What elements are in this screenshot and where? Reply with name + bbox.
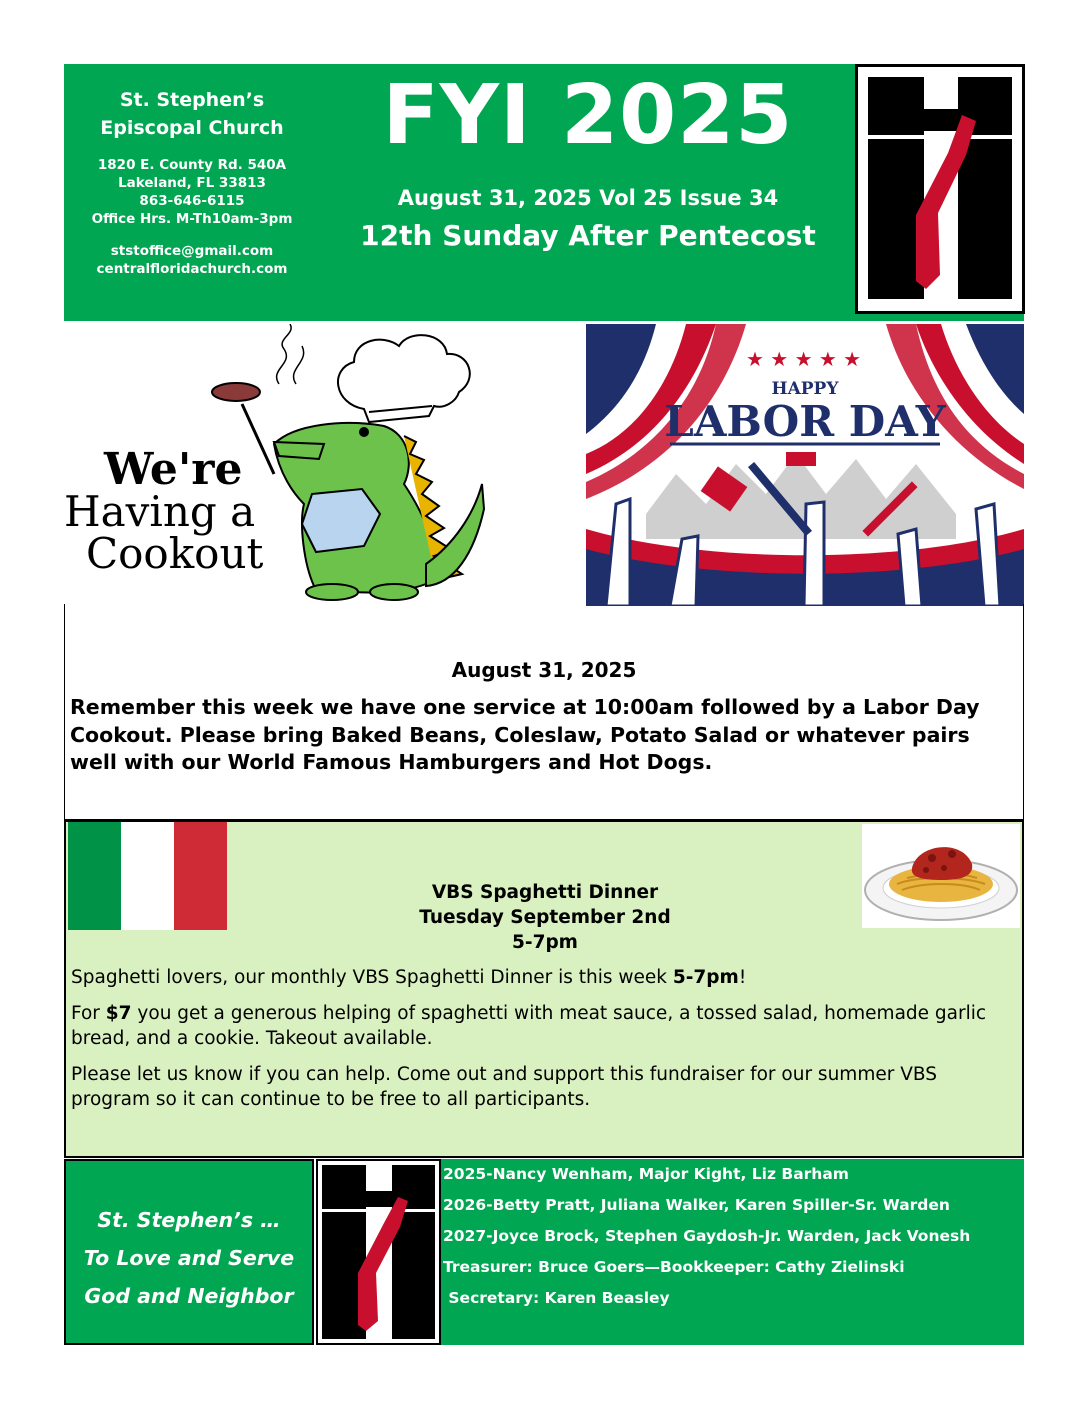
vestry-line: 2026-Betty Pratt, Juliana Walker, Karen Spiller-Sr. Warden [443,1196,950,1214]
vbs-heading [380,880,710,955]
vbs-paragraph-3: Please let us know if you can help. Come out and support this fundraiser for our summer VBS program so it can continue to be free to all participants. [71,1064,937,1110]
vbs-date: Tuesday September 2nd [419,907,671,928]
vestry-line: Secretary: Karen Beasley [443,1289,670,1307]
church-email[interactable]: ststoffice@gmail.com [110,243,274,259]
motto-line-1: St. Stephen’s … [97,1208,281,1232]
spaghetti-plate-illustration [862,824,1020,928]
vbs-paragraph-2: For $7 you get a generous helping of spaghetti with meat sauce, a tossed salad, homemade garlic bread, and a cookie. Takeout available. [71,1003,987,1049]
motto-box [64,1159,314,1345]
vbs-body [71,965,1021,1123]
svg-text:★ ★ ★ ★ ★: ★ ★ ★ ★ ★ [746,347,862,371]
cookout-line1: We're [104,444,243,495]
announcement-text: Remember this week we have one service at 10:00am followed by a Labor Day Cookout. Please bring Baked Beans, Coleslaw, Potato Salad or whatever pairs well with our World Famous Hamburgers and Hot Dogs. [70,695,980,774]
church-name: St. Stephen’s Episcopal Church [100,89,284,139]
motto-line-2: To Love and Serve [83,1246,295,1270]
masthead [320,70,856,254]
issue-line: August 31, 2025 Vol 25 Issue 34 [397,186,779,210]
church-website[interactable]: centralfloridachurch.com [96,261,288,277]
italian-flag [68,822,227,930]
vestry-line: Treasurer: Bruce Goers—Bookkeeper: Cathy Zielinski [443,1258,905,1276]
cookout-line3: Cookout [86,529,264,578]
announcement-date: August 31, 2025 [451,658,637,682]
cross-logo-icon [866,75,1014,303]
vestry-line: 2025-Nancy Wenham, Major Kight, Liz Barham [443,1165,849,1183]
church-phone: 863-646-6115 [139,193,245,209]
vestry-list [441,1159,1024,1345]
office-hours: Office Hrs. M-Th10am-3pm [91,211,293,227]
vbs-paragraph-1: Spaghetti lovers, our monthly VBS Spaghetti Dinner is this week 5-7pm! [71,967,747,988]
church-info [64,86,320,278]
footer-logo [316,1159,441,1345]
church-address: 1820 E. County Rd. 540A Lakeland, FL 33813 863-646-6115 Office Hrs. M-Th10am-3pm [64,156,320,228]
labor-day-graphic [586,324,1024,606]
church-logo [855,64,1025,314]
liturgical-day: 12th Sunday After Pentecost [360,219,816,252]
motto-line-3: God and Neighbor [84,1284,294,1308]
newsletter-title: FYI 2025 [382,68,794,163]
cross-logo-icon [318,1161,439,1343]
church-contact [64,242,320,278]
labor-day-title: LABOR DAY [664,397,946,446]
vestry-line: 2027-Joyce Brock, Stephen Gaydosh-Jr. Warden, Jack Vonesh [443,1227,971,1245]
cookout-illustration [64,324,486,604]
vbs-time: 5-7pm [512,932,578,953]
vbs-title: VBS Spaghetti Dinner [431,882,659,903]
cookout-line2: Having a [64,487,256,536]
labor-day-happy: HAPPY [771,379,839,399]
